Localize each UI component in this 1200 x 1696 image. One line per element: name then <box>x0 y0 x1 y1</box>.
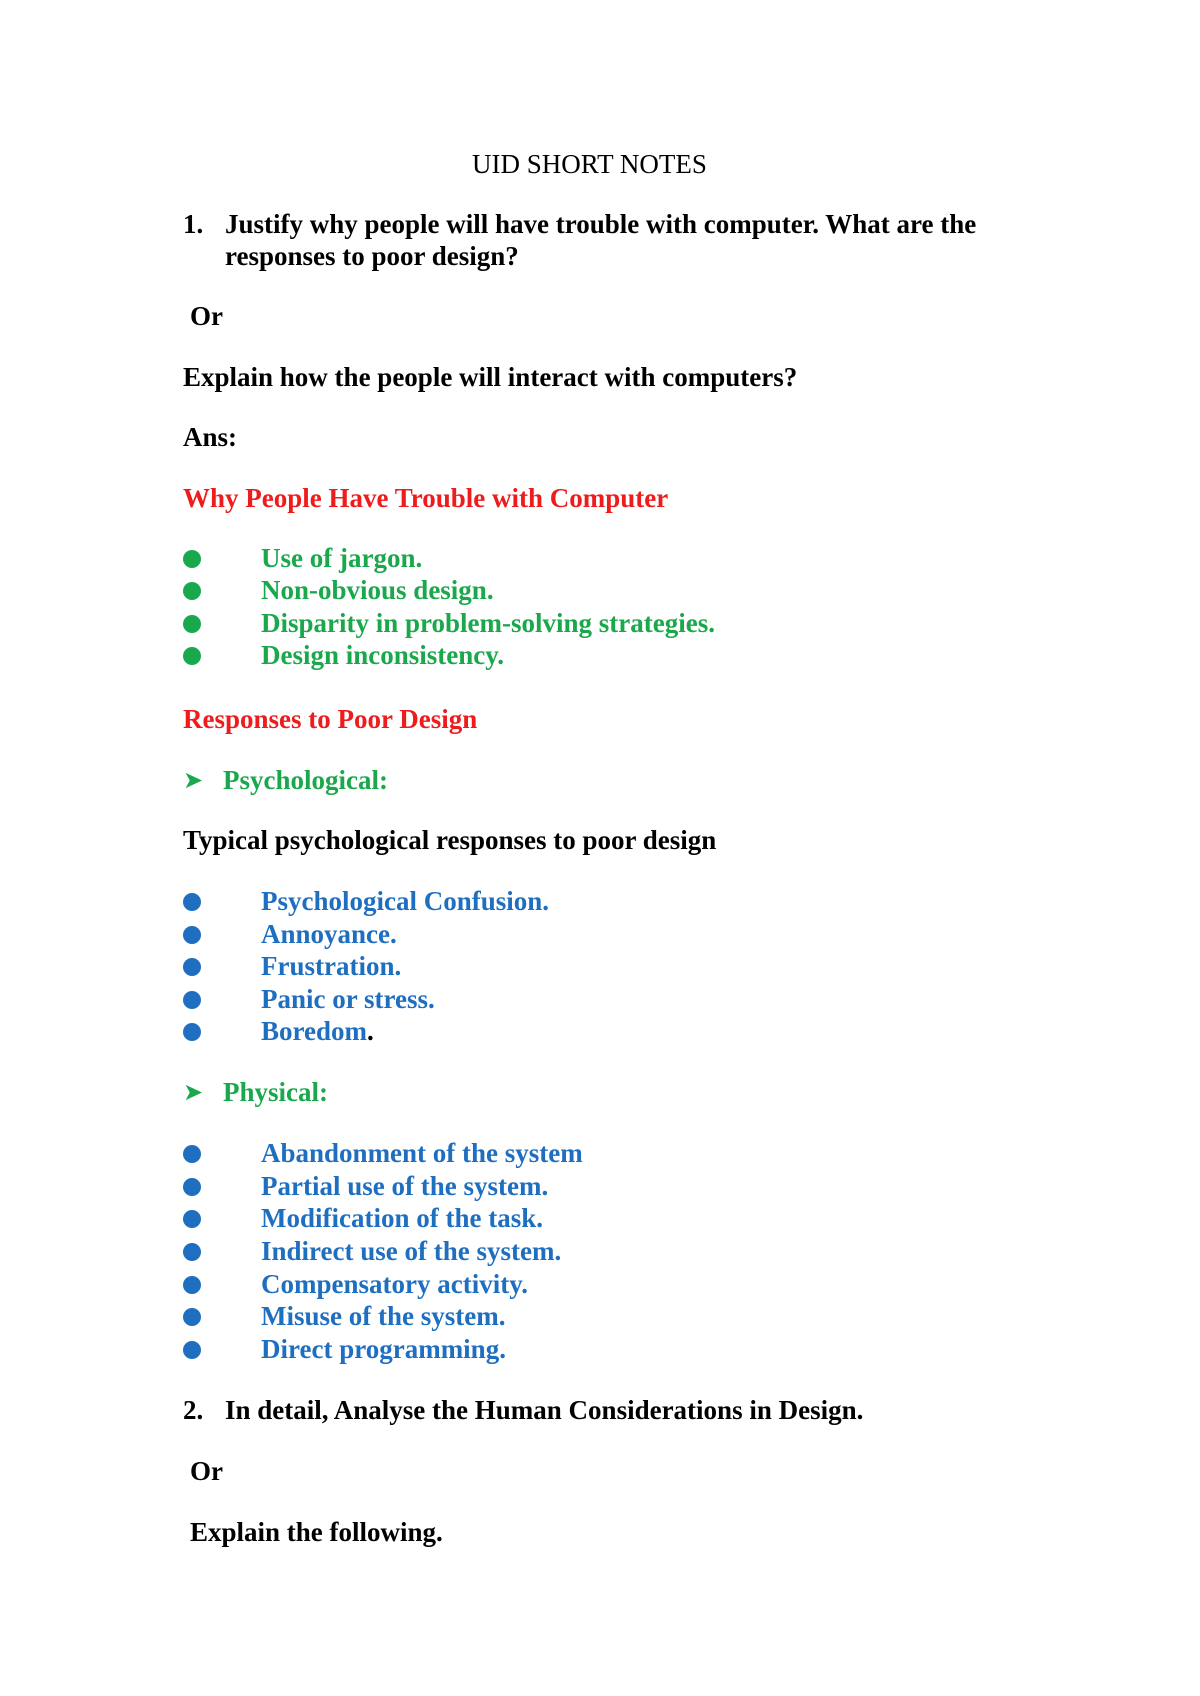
question-2-alternative: Explain the following. <box>190 1517 443 1547</box>
filled-circle-icon <box>183 582 201 600</box>
filled-circle-icon <box>183 893 201 911</box>
question-2-or: Or <box>190 1456 223 1486</box>
question-1-or: Or <box>190 301 223 331</box>
filled-circle-icon <box>183 647 201 665</box>
question-1-line-2: responses to poor design? <box>225 241 519 271</box>
filled-circle-icon <box>183 926 201 944</box>
question-2-text: In detail, Analyse the Human Considerations in Design. <box>225 1395 864 1425</box>
question-1-alternative: Explain how the people will interact with computers? <box>183 362 798 392</box>
psychological-intro: Typical psychological responses to poor design <box>183 825 717 855</box>
filled-circle-icon <box>183 1023 201 1041</box>
section-heading-trouble: Why People Have Trouble with Computer <box>183 483 669 513</box>
answer-label: Ans: <box>183 422 238 452</box>
arrowhead-icon: ➤ <box>183 1078 204 1106</box>
question-2-number: 2. <box>183 1395 204 1425</box>
filled-circle-icon <box>183 1210 201 1228</box>
document-title: UID SHORT NOTES <box>472 149 707 179</box>
filled-circle-icon <box>183 1243 201 1261</box>
filled-circle-icon <box>183 550 201 568</box>
question-1-line-1: Justify why people will have trouble with computer. What are the <box>225 209 977 239</box>
section-heading-responses: Responses to Poor Design <box>183 704 478 734</box>
filled-circle-icon <box>183 1308 201 1326</box>
document-page: UID SHORT NOTES 1. Justify why people will have trouble with computer. What are the responses to poor design? Or Explain how the people will interact with computers? Ans: Why People Have Trouble with Computer Use of jargon. Non-obvious design. Disparity in problem-solving strategies. Design inconsistency. Responses to Poor Design ➤ Psychological: Typical psychological responses to poor design Psychological Confusion. Annoyance. Frustration. Panic or stress. Boredom. ➤ Physical: Abandonment of the system Partial use of the system. Modification of the task. Indirect use of the system. Compensatory activity. Misuse of the system. Direct programming. 2. In detail, Analyse the Human Considerations in Design. Or Explain the following. <box>0 0 1200 1696</box>
filled-circle-icon <box>183 1178 201 1196</box>
filled-circle-icon <box>183 1145 201 1163</box>
filled-circle-icon <box>183 615 201 633</box>
arrowhead-icon: ➤ <box>183 766 204 794</box>
filled-circle-icon <box>183 991 201 1009</box>
filled-circle-icon <box>183 1276 201 1294</box>
question-1-number: 1. <box>183 209 204 239</box>
filled-circle-icon <box>183 1341 201 1359</box>
filled-circle-icon <box>183 958 201 976</box>
question-1 <box>183 208 1083 240</box>
question-2 <box>183 1394 1083 1426</box>
